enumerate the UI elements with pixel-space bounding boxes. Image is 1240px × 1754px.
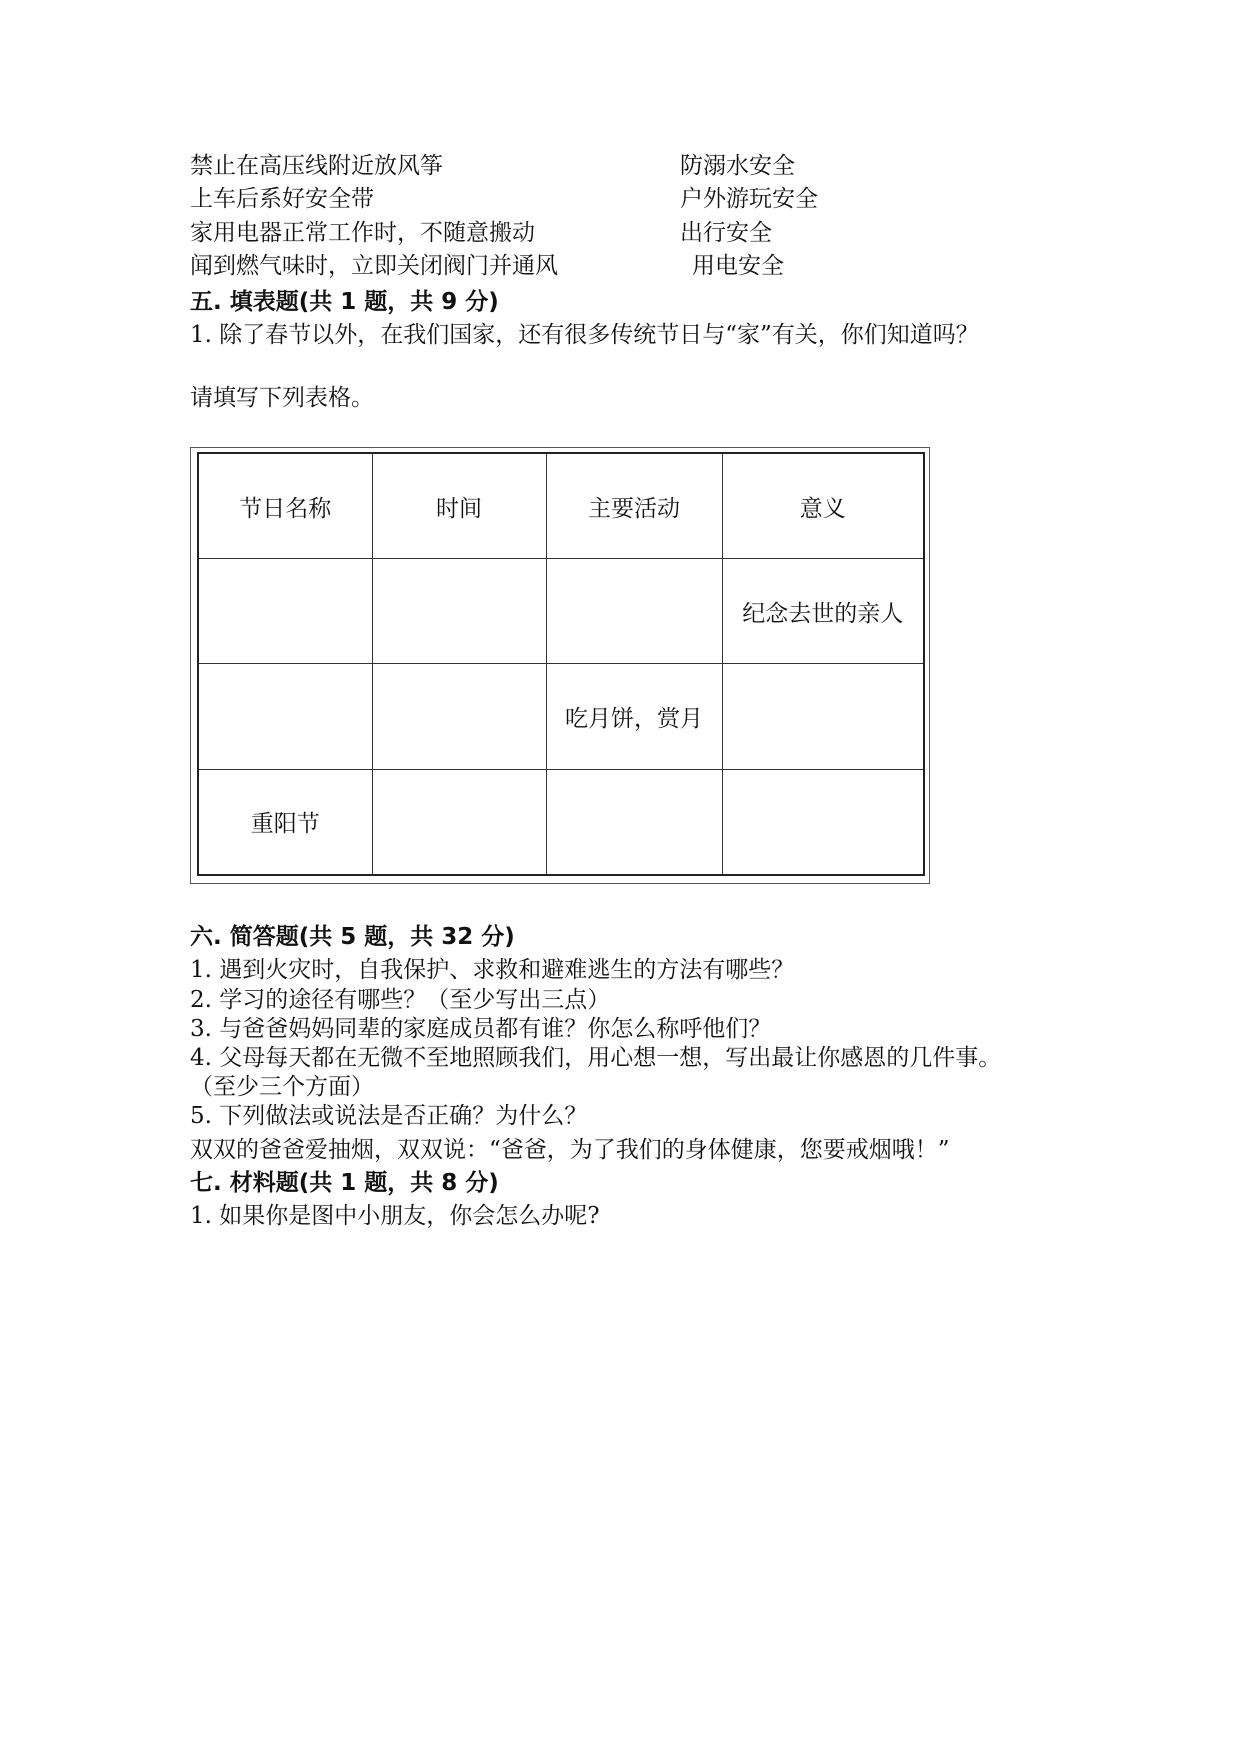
table-row [198, 664, 924, 769]
table-cell-blank[interactable] [546, 769, 722, 875]
header-meaning: 意义 [722, 453, 924, 559]
table-cell-blank[interactable] [198, 664, 372, 769]
safety-item-2: 上车后系好安全带 [190, 186, 374, 212]
table-row [198, 559, 924, 664]
section6-question-5-statement: 双双的爸爸爱抽烟，双双说：“爸爸，为了我们的身体健康，您要戒烟哦！” [190, 1137, 950, 1163]
table-cell-blank[interactable] [722, 664, 924, 769]
safety-item-3: 家用电器正常工作时，不随意搬动 [190, 220, 535, 246]
table-cell-blank[interactable] [372, 559, 546, 664]
table-cell-blank[interactable] [546, 559, 722, 664]
section6-question-4-note: （至少三个方面） [190, 1074, 374, 1100]
table-cell-festival: 重阳节 [198, 769, 372, 875]
section6-heading: 六. 简答题(共 5 题，共 32 分) [190, 924, 515, 950]
table-cell-blank[interactable] [372, 769, 546, 875]
section6-question-3: 3. 与爸爸妈妈同辈的家庭成员都有谁？你怎么称呼他们？ [190, 1016, 772, 1042]
table-cell-blank[interactable] [722, 769, 924, 875]
table-header-row [198, 453, 924, 559]
table-row [198, 769, 924, 875]
festival-table [197, 452, 925, 876]
section5-question-1: 1. 除了春节以外，在我们国家，还有很多传统节日与“家”有关，你们知道吗？ [190, 322, 979, 348]
section5-instruction: 请填写下列表格。 [190, 385, 374, 411]
header-time: 时间 [372, 453, 546, 559]
section7-heading: 七. 材料题(共 1 题，共 8 分) [190, 1170, 499, 1196]
table-cell-activity: 吃月饼，赏月 [546, 664, 722, 769]
section6-question-5: 5. 下列做法或说法是否正确？为什么？ [190, 1103, 588, 1129]
safety-item-4: 闻到燃气味时，立即关闭阀门并通风 [190, 253, 558, 279]
section5-heading: 五. 填表题(共 1 题，共 9 分) [190, 289, 499, 315]
section7-question-1: 1. 如果你是图中小朋友，你会怎么办呢? [190, 1203, 600, 1229]
safety-category-3: 出行安全 [680, 220, 772, 246]
header-main-activity: 主要活动 [546, 453, 722, 559]
safety-category-4: 用电安全 [692, 253, 784, 279]
table-cell-blank[interactable] [198, 559, 372, 664]
safety-category-1: 防溺水安全 [680, 153, 795, 179]
section6-question-1: 1. 遇到火灾时，自我保护、求救和避难逃生的方法有哪些？ [190, 957, 795, 983]
safety-category-2: 户外游玩安全 [680, 186, 818, 212]
section6-question-4: 4. 父母每天都在无微不至地照顾我们，用心想一想，写出最让你感恩的几件事。 [190, 1045, 1002, 1071]
table-cell-meaning: 纪念去世的亲人 [722, 559, 924, 664]
table-cell-blank[interactable] [372, 664, 546, 769]
section6-question-2: 2. 学习的途径有哪些？（至少写出三点） [190, 987, 611, 1013]
header-festival-name: 节日名称 [198, 453, 372, 559]
safety-item-1: 禁止在高压线附近放风筝 [190, 153, 443, 179]
